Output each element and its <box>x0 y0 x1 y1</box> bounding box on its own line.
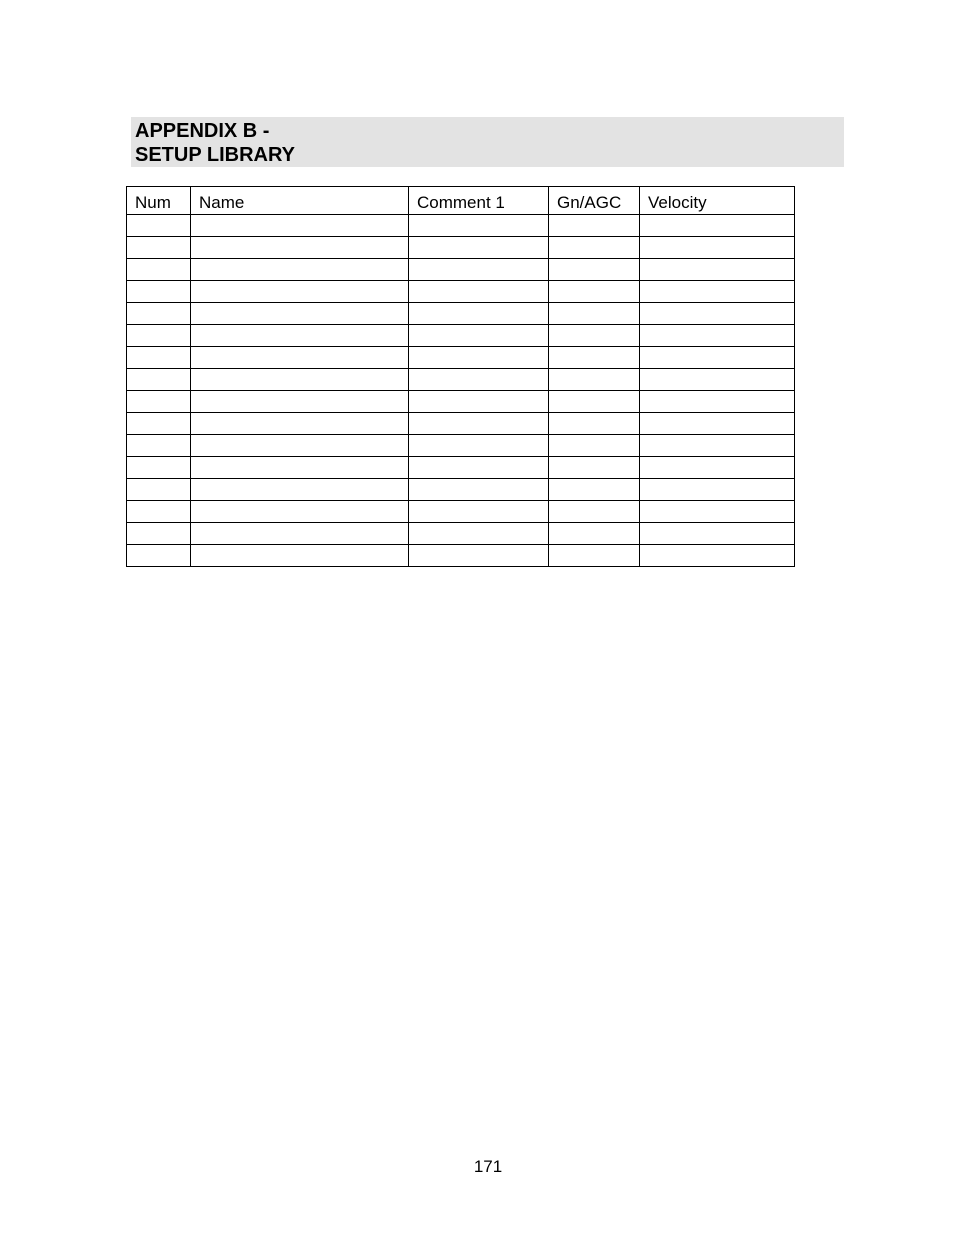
table-row <box>127 435 795 457</box>
table-row <box>127 501 795 523</box>
table-row <box>127 369 795 391</box>
name-cell <box>191 545 409 567</box>
velocity-cell <box>640 435 795 457</box>
gain-cell <box>549 435 640 457</box>
comment-cell <box>409 259 549 281</box>
velocity-cell <box>640 303 795 325</box>
table-row <box>127 347 795 369</box>
name-cell <box>191 303 409 325</box>
gain-cell <box>549 259 640 281</box>
name-cell <box>191 413 409 435</box>
num-cell <box>127 457 191 479</box>
table-row <box>127 523 795 545</box>
velocity-cell <box>640 479 795 501</box>
name-cell <box>191 237 409 259</box>
page-number: 171 <box>473 1157 503 1176</box>
table-row <box>127 325 795 347</box>
comment-cell <box>409 237 549 259</box>
name-cell <box>191 523 409 545</box>
num-cell <box>127 479 191 501</box>
column-header-comment: Comment 1 <box>409 187 549 215</box>
velocity-cell <box>640 457 795 479</box>
velocity-cell <box>640 259 795 281</box>
gain-cell <box>549 457 640 479</box>
velocity-cell <box>640 413 795 435</box>
table-header-row <box>127 187 795 215</box>
name-cell <box>191 259 409 281</box>
comment-cell <box>409 391 549 413</box>
name-cell <box>191 457 409 479</box>
comment-cell <box>409 545 549 567</box>
name-cell <box>191 391 409 413</box>
table-row <box>127 545 795 567</box>
gain-cell <box>549 479 640 501</box>
comment-cell <box>409 501 549 523</box>
comment-cell <box>409 303 549 325</box>
num-cell <box>127 347 191 369</box>
gain-cell <box>549 523 640 545</box>
comment-cell <box>409 347 549 369</box>
table-row <box>127 259 795 281</box>
section-heading <box>131 117 844 167</box>
num-cell <box>127 435 191 457</box>
comment-cell <box>409 479 549 501</box>
velocity-cell <box>640 237 795 259</box>
name-cell <box>191 479 409 501</box>
gain-cell <box>549 369 640 391</box>
velocity-cell <box>640 325 795 347</box>
velocity-cell <box>640 347 795 369</box>
table-row <box>127 215 795 237</box>
comment-cell <box>409 369 549 391</box>
num-cell <box>127 303 191 325</box>
name-cell <box>191 281 409 303</box>
gain-cell <box>549 303 640 325</box>
num-cell <box>127 237 191 259</box>
gain-cell <box>549 391 640 413</box>
table-row <box>127 391 795 413</box>
num-cell <box>127 523 191 545</box>
heading-line-1: APPENDIX B - <box>135 120 270 142</box>
column-header-num: Num <box>127 187 191 215</box>
velocity-cell <box>640 523 795 545</box>
column-header-name: Name <box>191 187 409 215</box>
name-cell <box>191 325 409 347</box>
name-cell <box>191 501 409 523</box>
heading-line-2: SETUP LIBRARY <box>135 144 296 166</box>
velocity-cell <box>640 391 795 413</box>
table-row <box>127 303 795 325</box>
num-cell <box>127 369 191 391</box>
table-row <box>127 237 795 259</box>
table-row <box>127 413 795 435</box>
comment-cell <box>409 281 549 303</box>
gain-cell <box>549 325 640 347</box>
velocity-cell <box>640 501 795 523</box>
table-body <box>127 215 795 567</box>
name-cell <box>191 369 409 391</box>
name-cell <box>191 435 409 457</box>
num-cell <box>127 501 191 523</box>
comment-cell <box>409 215 549 237</box>
num-cell <box>127 281 191 303</box>
num-cell <box>127 391 191 413</box>
gain-cell <box>549 237 640 259</box>
num-cell <box>127 325 191 347</box>
gain-cell <box>549 215 640 237</box>
comment-cell <box>409 457 549 479</box>
velocity-cell <box>640 545 795 567</box>
num-cell <box>127 259 191 281</box>
num-cell <box>127 413 191 435</box>
comment-cell <box>409 435 549 457</box>
gain-cell <box>549 545 640 567</box>
setup-library-table <box>126 186 795 567</box>
num-cell <box>127 215 191 237</box>
gain-cell <box>549 413 640 435</box>
name-cell <box>191 215 409 237</box>
comment-cell <box>409 325 549 347</box>
column-header-gain: Gn/AGC <box>549 187 640 215</box>
column-header-velocity: Velocity <box>640 187 795 215</box>
comment-cell <box>409 523 549 545</box>
velocity-cell <box>640 369 795 391</box>
comment-cell <box>409 413 549 435</box>
name-cell <box>191 347 409 369</box>
table-row <box>127 457 795 479</box>
gain-cell <box>549 501 640 523</box>
table-row <box>127 479 795 501</box>
velocity-cell <box>640 281 795 303</box>
velocity-cell <box>640 215 795 237</box>
table-row <box>127 281 795 303</box>
num-cell <box>127 545 191 567</box>
gain-cell <box>549 281 640 303</box>
gain-cell <box>549 347 640 369</box>
